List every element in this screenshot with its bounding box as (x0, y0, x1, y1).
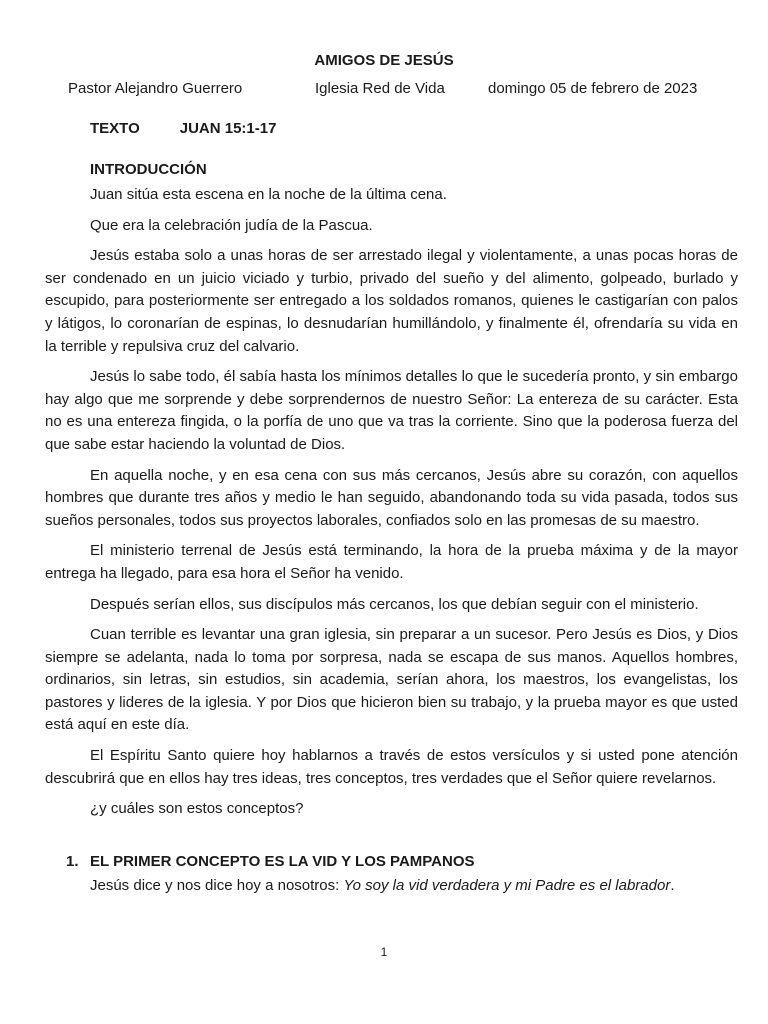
introduction-body (45, 184, 738, 829)
scripture-quote: Yo soy la vid verdadera y mi Padre es el labrador (343, 877, 671, 894)
sermon-date: domingo 05 de febrero de 2023 (488, 80, 698, 97)
church-name: Iglesia Red de Vida (315, 80, 445, 97)
section-1-heading (66, 853, 475, 870)
scripture-reference-row (90, 120, 276, 137)
section-lead-text: Jesús dice y nos dice hoy a nosotros: (90, 877, 344, 894)
paragraph: Cuan terrible es levantar una gran iglesia, sin preparar a un sucesor. Pero Jesús es Dios, y Dios siempre se adelanta, nada lo toma por sorpresa, nada se escapa de sus manos. Aquellos hombres, ordinarios, sin letras, sin estudios, sin academia, serían ahora, los maestros, los evangelistas, los pastores y lideres de la iglesia. Y por Dios que hicieron bien su trabajo, y la prueba mayor es que usted está aquí en este día. (45, 626, 738, 734)
section-title: EL PRIMER CONCEPTO ES LA VID Y LOS PAMPANOS (90, 853, 475, 870)
scripture-reference: JUAN 15:1-17 (179, 120, 277, 137)
pastor-name: Pastor Alejandro Guerrero (68, 80, 243, 97)
paragraph: El Espíritu Santo quiere hoy hablarnos a través de estos versículos y si usted pone atención descubrirá que en ellos hay tres ideas, tres conceptos, tres verdades que el Señor quiere revelarnos. (45, 747, 738, 787)
paragraph: Jesús estaba solo a unas horas de ser arrestado ilegal y violentamente, a unas pocas horas de ser condenado en un juicio viciado y turbio, privado del sueño y del alimento, golpeado, burlado y escupido, para posteriormente ser entregado a los soldados romanos, quienes le castigarían con palos y látigos, lo coronarían de espinas, lo desnudarían humillándolo, y finalmente él, ofrendaría su vida en la terrible y repulsiva cruz del calvario. (45, 247, 738, 355)
paragraph: Jesús lo sabe todo, él sabía hasta los mínimos detalles lo que le sucedería pronto, y sin embargo hay algo que me sorprende y debe sorprendernos de nuestro Señor: La entereza de su carácter. Esta no es una entereza fingida, o la porfía de uno que va tras la corriente. Sino que la poderosa fuerza del que sabe estar haciendo la voluntad de Dios. (45, 368, 738, 453)
document-title: AMIGOS DE JESÚS (314, 52, 454, 69)
texto-label: TEXTO (90, 120, 140, 137)
paragraph: El ministerio terrenal de Jesús está terminando, la hora de la prueba máxima y de la mayor entrega ha llegado, para esa hora el Señor ha venido. (45, 542, 738, 582)
paragraph: Que era la celebración judía de la Pascua. (90, 216, 373, 234)
introduction-heading: INTRODUCCIÓN (90, 161, 207, 178)
paragraph: Juan sitúa esta escena en la noche de la última cena. (90, 186, 447, 203)
section-tail: . (670, 877, 675, 894)
section-number: 1. (66, 853, 79, 870)
section-1-body (90, 877, 675, 894)
paragraph: ¿y cuáles son estos conceptos? (90, 800, 304, 818)
paragraph: Después serían ellos, sus discípulos más cercanos, los que debían seguir con el ministerio. (90, 595, 699, 613)
document-header (68, 80, 718, 100)
page-number: 1 (380, 945, 388, 959)
paragraph: En aquella noche, y en esa cena con sus más cercanos, Jesús abre su corazón, con aquellos hombres que durante tres años y medio le han seguido, abandonando toda su vida pasada, todos sus sueños personales, todos sus proyectos laborales, confiados solo en las promesas de su maestro. (45, 466, 738, 529)
